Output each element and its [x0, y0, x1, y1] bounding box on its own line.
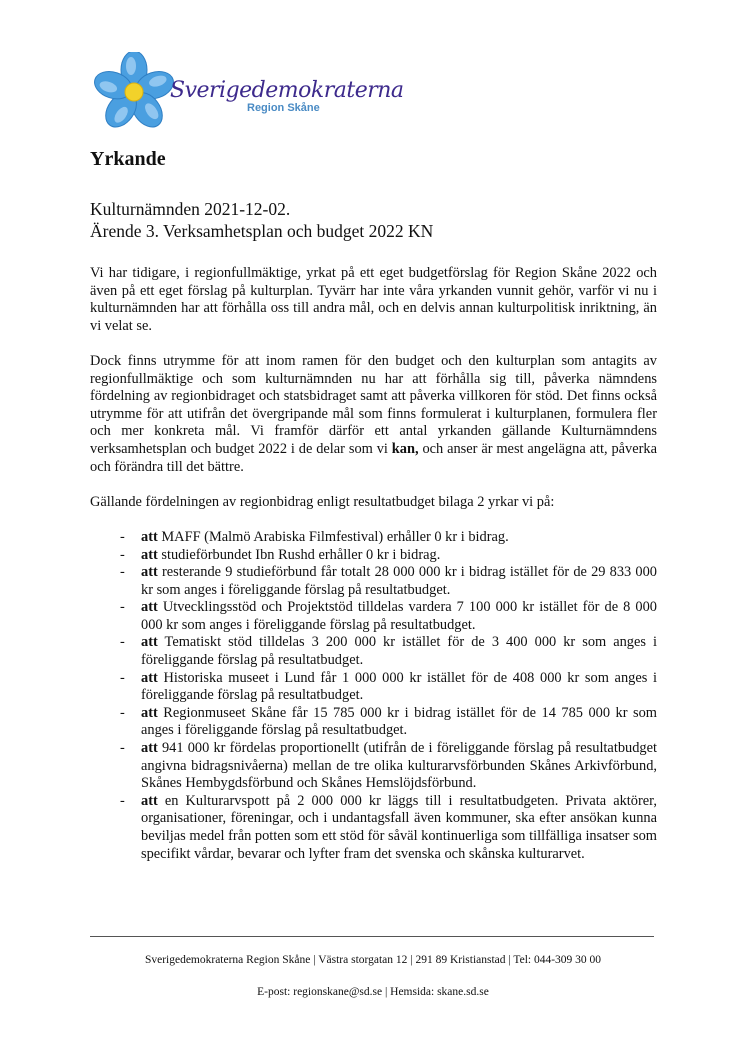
logo-party-name: Sverigedemokraterna: [170, 78, 404, 103]
list-item-lead: att: [141, 599, 158, 616]
document-title: Yrkande: [90, 148, 166, 170]
list-item: [90, 529, 657, 547]
flower-icon: [94, 52, 174, 132]
paragraph-scope-text: Dock finns utrymme för att inom ramen för den budget och den kulturplan som antagits av regionfullmäktige och som kulturnämnden nu har att förhålla sig till, påverka nämndens fördelning av regionbidraget och statsbidraget samt att påverka villkoren för stöd. Det finns också utrymme för att utifrån det övergripande mål som finns formulerat i kulturplanen, formulera fler och mer konkreta mål. Vi framför därför ett antal yrkanden gällande Kulturnämndens verksamhetsplan och budget 2022 i de delar som vi: [90, 352, 657, 457]
list-item-text: studieförbundet Ibn Rushd erhåller 0 kr i bidrag.: [157, 546, 441, 563]
list-item-text: en Kulturarvspott på 2 000 000 kr läggs till i resultatbudgeten. Privata aktörer, organisationer, föreningar, och i undantagsfall även kommuner, ska efter ansökan kunna beviljas medel från potten som ett stöd för såväl kontinuerliga som tillfälliga insatser som specifikt vårdar, bevarar och lyfter fram det svenska och skånska kulturarvet.: [141, 792, 657, 862]
list-item-lead: att: [141, 792, 158, 809]
paragraph-intro: Vi har tidigare, i regionfullmäktige, yrkat på ett eget budgetförslag för Region Skåne 2022 och även på ett eget förslag på kulturplan. Tyvärr har inte våra yrkanden vunnit gehör, varför vi nu i kulturnämnden har att förhålla oss till andra mål, och en delvis annan kulturpolitisk inriktning, än vi velat se.: [90, 265, 657, 334]
subheading-meeting: Kulturnämnden 2021-12-02.: [90, 199, 291, 219]
list-item: [90, 634, 657, 669]
list-item-text: 941 000 kr fördelas proportionellt (utifrån de i föreliggande förslag på resultatbudget angivna bidragsnivåerna) mellan de tre olika kulturarvsförbunden Skånes Arkivförbund, Skånes Hembygdsförbund och Skånes Hemslöjdsförbund.: [141, 740, 657, 792]
paragraph-scope-emphasis: kan,: [391, 440, 419, 457]
list-item-lead: att: [141, 564, 158, 581]
list-item-text: MAFF (Malmö Arabiska Filmfestival) erhåller 0 kr i bidrag.: [157, 528, 509, 545]
list-item-lead: att: [141, 528, 158, 545]
list-item: [90, 740, 657, 793]
list-item-text: Regionmuseet Skåne får 15 785 000 kr i bidrag istället för de 14 785 000 kr som anges i föreliggande förslag på resultatbudget.: [141, 704, 657, 739]
list-item-lead: att: [141, 740, 158, 757]
list-item: [90, 705, 657, 740]
list-item: [90, 793, 657, 863]
party-logo: [94, 52, 404, 132]
paragraph-scope: [90, 353, 657, 476]
subheading-matter: Ärende 3. Verksamhetsplan och budget 2022 KN: [90, 221, 434, 241]
footer-address: Sverigedemokraterna Region Skåne | Västra storgatan 12 | 291 89 Kristianstad | Tel: 044-309 30 00: [144, 954, 602, 966]
document-body: [90, 265, 657, 863]
list-item-text: Tematiskt stöd tilldelas 3 200 000 kr istället för de 3 400 000 kr som anges i föreliggande förslag på resultatbudget.: [141, 634, 657, 669]
list-item-text: Historiska museet i Lund får 1 000 000 kr istället för de 408 000 kr som anges i föreliggande förslag på resultatbudget.: [141, 669, 657, 704]
document-subheading: [90, 198, 433, 242]
list-item-text: resterande 9 studieförbund får totalt 28 000 000 kr i bidrag istället för de 29 833 000 kr som anges i föreliggande förslag på resultatbudget.: [141, 564, 657, 598]
proposal-list: [90, 529, 657, 863]
list-item-text: Utvecklingsstöd och Projektstöd tilldelas vardera 7 100 000 kr istället för de 8 000 000 kr som anges i föreliggande förslag på resultatbudget.: [141, 599, 657, 633]
list-item: [90, 547, 657, 565]
list-item-lead: att: [141, 546, 158, 563]
list-item-lead: att: [141, 669, 158, 686]
list-item: [90, 564, 657, 599]
logo-region-name: Region Skåne: [247, 102, 320, 114]
list-item: [90, 670, 657, 705]
footer-contact: E-post: regionskane@sd.se | Hemsida: skane.sd.se: [257, 986, 489, 998]
paragraph-scope-text-end: och anser är mest angelägna att, påverka och förändra till det bättre.: [90, 440, 657, 475]
list-item-lead: att: [141, 634, 158, 651]
paragraph-list-intro: Gällande fördelningen av regionbidrag enligt resultatbudget bilaga 2 yrkar vi på:: [90, 493, 555, 510]
footer-divider: [90, 936, 654, 937]
list-item-lead: att: [141, 704, 158, 721]
list-item: [90, 599, 657, 634]
